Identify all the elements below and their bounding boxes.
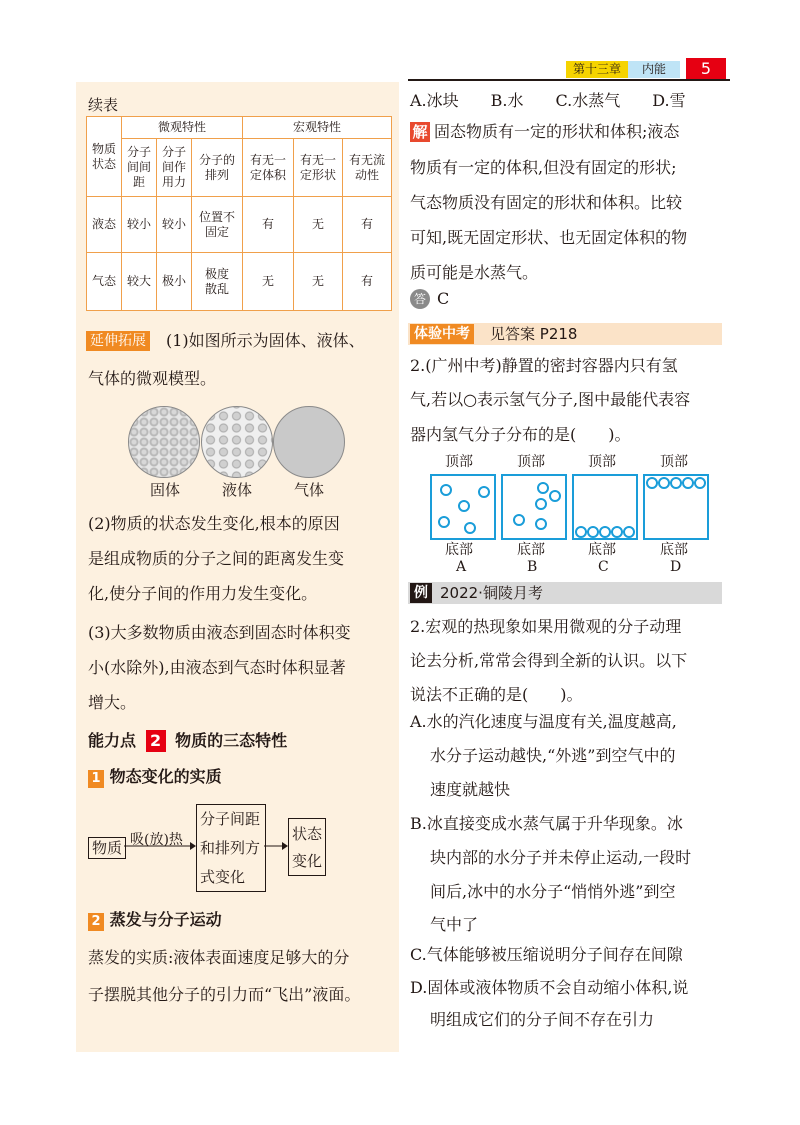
table-caption: 续表 xyxy=(88,96,119,114)
container-d xyxy=(643,474,709,540)
ability-title: 物质的三态特性 xyxy=(175,731,288,750)
top-label: 顶部 xyxy=(517,454,545,470)
molecule xyxy=(440,484,452,496)
solid-model-image xyxy=(128,406,200,478)
cell: 无 xyxy=(243,253,294,311)
sub-heading-2 xyxy=(88,910,222,931)
section-label: 内能 xyxy=(628,61,680,78)
molecule xyxy=(464,522,476,534)
q2-line: 2.(广州中考)静置的密封容器内只有氢 xyxy=(410,356,678,375)
extension-tag: 延伸拓展 xyxy=(86,331,150,351)
flow-middle-line: 分子间距 xyxy=(200,810,261,828)
liquid-model-image xyxy=(201,406,273,478)
q3-stem-line: 论去分析,常常会得到全新的认识。以下 xyxy=(410,651,688,670)
q3-option-d: 明组成它们的分子间不存在引力 xyxy=(430,1010,655,1029)
row-state: 液态 xyxy=(87,197,122,253)
q3-stem-line: 2.宏观的热现象如果用微观的分子动理 xyxy=(410,617,682,636)
evap-line: 子摆脱其他分子的引力而“飞出”液面。 xyxy=(88,985,361,1004)
molecule xyxy=(535,518,547,530)
molecule xyxy=(575,526,587,538)
bottom-label: 底部 xyxy=(660,542,688,558)
flow-arrow-2 xyxy=(264,840,288,852)
extension-line: (2)物质的状态发生变化,根本的原因 xyxy=(88,514,340,533)
container-b xyxy=(501,474,567,540)
cell: 极小 xyxy=(157,253,192,311)
cell: 有 xyxy=(343,253,392,311)
solution-line: 质可能是水蒸气。 xyxy=(410,263,539,282)
q2-line: 器内氢气分子分布的是( )。 xyxy=(410,425,631,444)
solid-label: 固体 xyxy=(150,481,181,499)
flow-middle-box xyxy=(196,804,266,892)
flow-arrow-1 xyxy=(124,840,196,852)
option-letter: A xyxy=(456,559,467,575)
states-table xyxy=(86,116,392,311)
sub-title: 物态变化的实质 xyxy=(109,767,222,786)
q3-option-b: B.冰直接变成水蒸气属于升华现象。冰 xyxy=(410,814,683,833)
container-a xyxy=(430,474,496,540)
flow-middle-line: 式变化 xyxy=(200,868,246,886)
q1-options: A.冰块 B.水 C.水蒸气 D.雪 xyxy=(410,91,686,110)
flow-arrow-label: 吸(放)热 xyxy=(130,832,183,848)
table-row xyxy=(87,253,392,311)
solution-tag: 解 xyxy=(410,122,430,142)
molecule xyxy=(535,498,547,510)
q3-option-a: 水分子运动越快,“外逃”到空气中的 xyxy=(430,746,676,765)
row-state: 气态 xyxy=(87,253,122,311)
macro-header: 宏观特性 xyxy=(243,117,392,139)
cell: 较大 xyxy=(122,253,157,311)
bottom-label: 底部 xyxy=(517,542,545,558)
flow-middle-line: 和排列方 xyxy=(200,839,261,857)
extension-line: 小(水除外),由液态到气态时体积显著 xyxy=(88,658,346,677)
liquid-label: 液体 xyxy=(222,481,253,499)
molecule xyxy=(478,486,490,498)
sub-number: 1 xyxy=(88,770,104,788)
extension-line: 气体的微观模型。 xyxy=(88,369,217,388)
example-tag: 例 xyxy=(410,583,432,603)
exam-tag: 体验中考 xyxy=(410,324,474,344)
q3-option-b: 间后,冰中的水分子“悄悄外逃”到空 xyxy=(430,882,676,901)
q2-line: 气,若以○表示氢气分子,图中最能代表容 xyxy=(410,390,691,409)
cell: 较小 xyxy=(157,197,192,253)
solution-line: 固态物质有一定的形状和体积;液态 xyxy=(434,122,680,141)
cell: 极度散乱 xyxy=(192,253,243,311)
solution-line: 物质有一定的体积,但没有固定的形状; xyxy=(410,158,677,177)
extension-line: 化,使分子间的作用力发生变化。 xyxy=(88,584,318,603)
chapter-label: 第十三章 xyxy=(566,61,628,78)
q3-option-a: A.水的汽化速度与温度有关,温度越高, xyxy=(410,712,677,731)
q3-option-b: 气中了 xyxy=(430,915,479,934)
molecule xyxy=(549,490,561,502)
cell: 有 xyxy=(343,197,392,253)
exam-ref: 见答案 P218 xyxy=(490,325,578,343)
bottom-label: 底部 xyxy=(588,542,616,558)
flow-end-line: 变化 xyxy=(292,852,323,870)
sub-heading-1 xyxy=(88,767,222,788)
ability-heading xyxy=(88,730,287,752)
molecule xyxy=(587,526,599,538)
extension-line: (1)如图所示为固体、液体、 xyxy=(166,331,365,350)
cell: 无 xyxy=(294,197,343,253)
evap-line: 蒸发的实质:液体表面速度足够大的分 xyxy=(88,948,350,967)
col-header: 分子间间距 xyxy=(122,139,157,197)
ability-number: 2 xyxy=(146,730,166,752)
flow-end-box xyxy=(288,818,326,876)
col-header: 有无一定形状 xyxy=(294,139,343,197)
col-header: 分子的排列 xyxy=(192,139,243,197)
answer-value: C xyxy=(437,289,450,308)
top-label: 顶部 xyxy=(445,454,473,470)
sub-number: 2 xyxy=(88,913,104,931)
extension-line: 是组成物质的分子之间的距离发生变 xyxy=(88,549,345,568)
molecule xyxy=(623,526,635,538)
option-letter: D xyxy=(670,559,682,575)
molecule xyxy=(682,477,694,489)
molecule xyxy=(646,477,658,489)
col-header: 有无流动性 xyxy=(343,139,392,197)
molecule xyxy=(458,500,470,512)
example-title: 2022·铜陵月考 xyxy=(440,584,543,602)
q3-stem-line: 说法不正确的是( )。 xyxy=(410,685,583,704)
cell: 有 xyxy=(243,197,294,253)
gas-label: 气体 xyxy=(294,481,325,499)
solution-line: 可知,既无固定形状、也无固定体积的物 xyxy=(410,228,688,247)
molecule xyxy=(670,477,682,489)
flow-end-line: 状态 xyxy=(292,825,323,843)
q3-option-a: 速度就越快 xyxy=(430,780,511,799)
col-header: 分子间作用力 xyxy=(157,139,192,197)
micro-header: 微观特性 xyxy=(122,117,243,139)
answer-tag: 答 xyxy=(410,289,430,309)
q3-option-b: 块内部的水分子并未停止运动,一段时 xyxy=(430,848,692,867)
ability-prefix: 能力点 xyxy=(88,731,137,750)
molecule xyxy=(537,482,549,494)
cell: 较小 xyxy=(122,197,157,253)
page-number: 5 xyxy=(686,58,726,79)
table-row xyxy=(87,197,392,253)
col-header: 有无一定体积 xyxy=(243,139,294,197)
extension-line: (3)大多数物质由液态到固态时体积变 xyxy=(88,623,351,642)
extension-line: 增大。 xyxy=(88,693,137,712)
molecule xyxy=(513,514,525,526)
solution-line: 气态物质没有固定的形状和体积。比较 xyxy=(410,193,683,212)
gas-model-image xyxy=(273,406,345,478)
q3-option-d: D.固体或液体物质不会自动缩小体积,说 xyxy=(410,978,689,997)
q3-option-c: C.气体能够被压缩说明分子间存在间隙 xyxy=(410,945,683,964)
top-label: 顶部 xyxy=(660,454,688,470)
header-rule xyxy=(408,79,730,81)
molecule xyxy=(694,477,706,489)
col-state-header: 物质状态 xyxy=(87,117,122,197)
container-c xyxy=(572,474,638,540)
cell: 位置不固定 xyxy=(192,197,243,253)
molecule xyxy=(599,526,611,538)
cell: 无 xyxy=(294,253,343,311)
flow-start-box: 物质 xyxy=(88,837,126,859)
top-label: 顶部 xyxy=(588,454,616,470)
sub-title: 蒸发与分子运动 xyxy=(109,910,222,929)
molecule xyxy=(611,526,623,538)
bottom-label: 底部 xyxy=(445,542,473,558)
molecule xyxy=(658,477,670,489)
option-letter: B xyxy=(527,559,538,575)
option-letter: C xyxy=(598,559,609,575)
molecule xyxy=(438,516,450,528)
